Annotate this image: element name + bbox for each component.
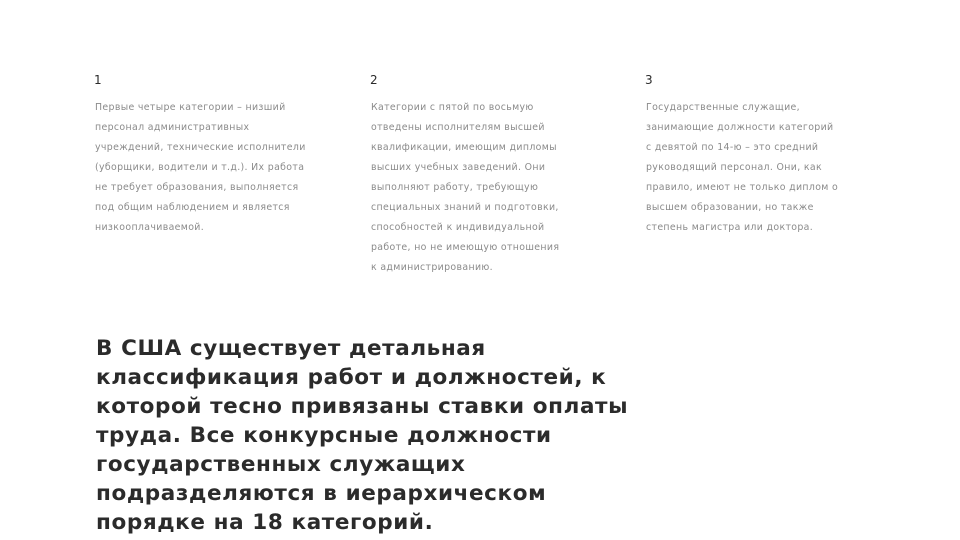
text-line: учреждений, технические исполнители <box>95 142 306 153</box>
column-text <box>369 98 609 278</box>
text-line: квалификации, имеющим дипломы <box>371 142 557 153</box>
column-3 <box>644 72 884 238</box>
text-line: степень магистра или доктора. <box>646 222 814 233</box>
text-line: не требует образования, выполняется <box>95 182 299 193</box>
column-text <box>644 98 884 238</box>
text-line: высших учебных заведений. Они <box>371 162 546 173</box>
headline-line: подразделяются в иерархическом <box>96 481 547 506</box>
headline-line: порядке на 18 категорий. <box>96 510 434 535</box>
text-line: занимающие должности категорий <box>646 122 834 133</box>
text-line: Государственные служащие, <box>646 102 800 113</box>
column-1 <box>93 72 333 238</box>
headline-line: В США существует детальная <box>96 336 486 361</box>
text-line: персонал административных <box>95 122 250 133</box>
text-line: низкооплачиваемой. <box>95 222 205 233</box>
text-line: специальных знаний и подготовки, <box>371 202 559 213</box>
column-text <box>93 98 333 238</box>
column-number: 1 <box>94 73 103 87</box>
text-line: работе, но не имеющую отношения <box>371 242 560 253</box>
column-number: 2 <box>370 73 379 87</box>
headline <box>96 334 716 537</box>
text-line: руководящий персонал. Они, как <box>646 162 822 173</box>
text-line: высшем образовании, но также <box>646 202 814 213</box>
headline-line: труда. Все конкурсные должности <box>96 423 552 448</box>
headline-line: классификация работ и должностей, к <box>96 365 607 390</box>
headline-line: которой тесно привязаны ставки оплаты <box>96 394 629 419</box>
text-line: выполняют работу, требующую <box>371 182 539 193</box>
text-line: отведены исполнителям высшей <box>371 122 545 133</box>
headline-line: государственных служащих <box>96 452 466 477</box>
text-line: к администрированию. <box>371 262 493 273</box>
text-line: с девятой по 14-ю – это средний <box>646 142 819 153</box>
text-line: под общим наблюдением и является <box>95 202 290 213</box>
text-line: способностей к индивидуальной <box>371 222 545 233</box>
text-line: Категории с пятой по восьмую <box>371 102 534 113</box>
text-line: (уборщики, водители и т.д.). Их работа <box>95 162 305 173</box>
text-line: правило, имеют не только диплом о <box>646 182 839 193</box>
column-number: 3 <box>645 73 654 87</box>
column-2 <box>369 72 609 278</box>
text-line: Первые четыре категории – низший <box>95 102 286 113</box>
